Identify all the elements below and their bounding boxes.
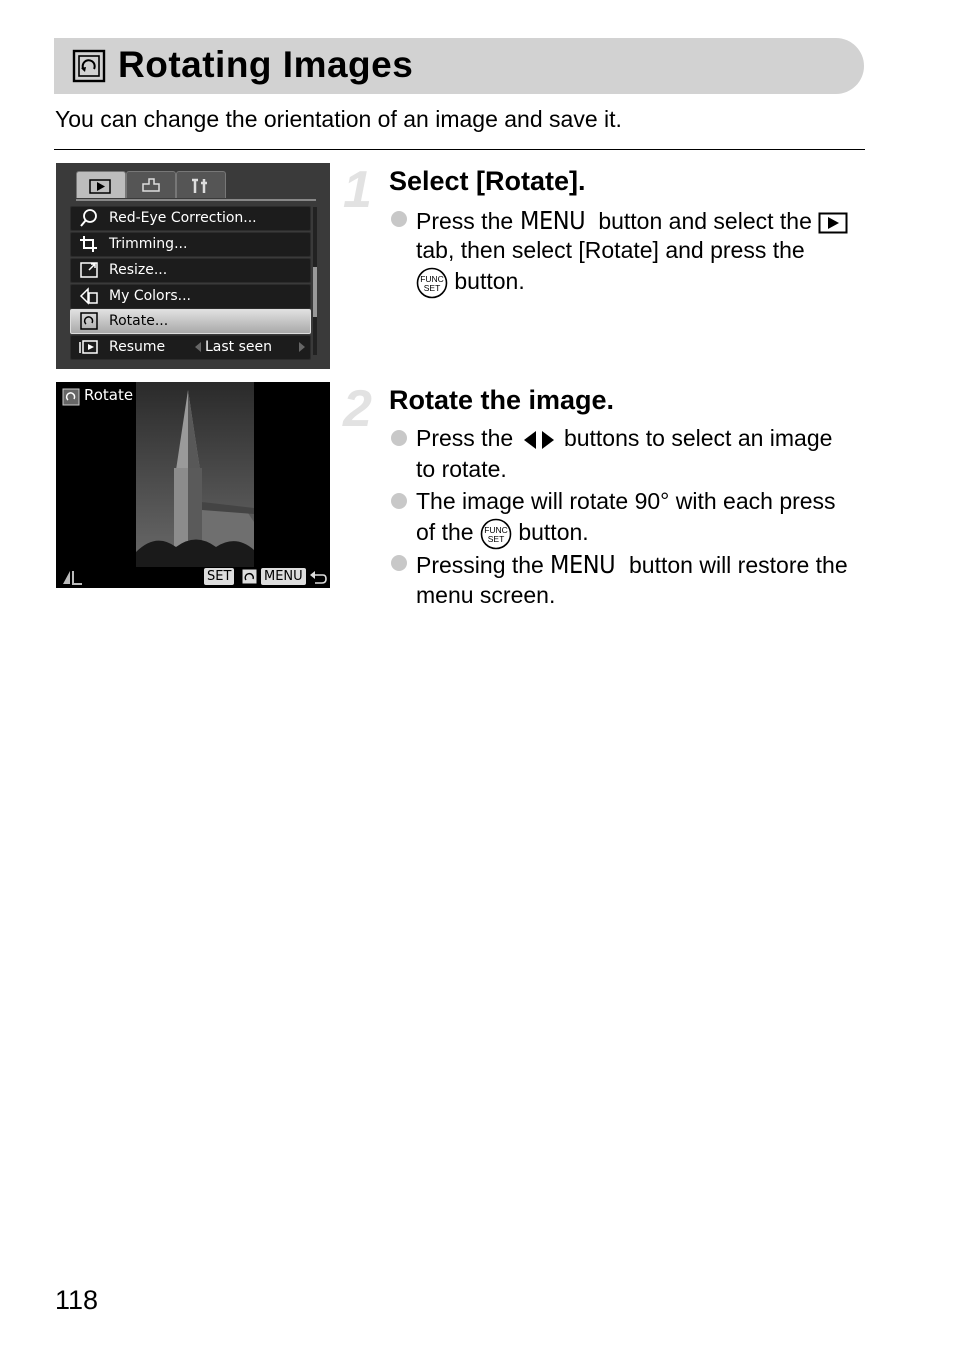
menu-item-label: Resume [109, 339, 166, 355]
rotate-screenshot [56, 382, 330, 588]
left-right-arrows-icon [520, 428, 558, 452]
step-2-bullet-3-line-2: menu screen. [416, 582, 556, 608]
trim-icon [79, 235, 99, 253]
step-1-line-1 [416, 206, 848, 235]
intro-text: You can change the orientation of an image and save it. [55, 106, 622, 132]
menu-item-label: Red-Eye Correction... [109, 210, 257, 226]
menu-item-my-colors [70, 284, 311, 309]
return-icon [309, 569, 327, 585]
tab-underline [76, 199, 316, 201]
step-1-line-3 [416, 267, 525, 299]
playback-tab [76, 171, 126, 198]
menu-item-label: Resize... [109, 262, 168, 278]
red-eye-icon [79, 209, 99, 227]
rotate-screen-title: Rotate [84, 386, 134, 404]
title-bar [54, 38, 864, 94]
menu-item-resume [70, 335, 311, 360]
arrow-right-icon [299, 342, 305, 352]
svg-text:SET: SET [487, 534, 505, 544]
my-colors-icon [79, 287, 99, 305]
menu-item-resize [70, 258, 311, 283]
rotate-icon [241, 568, 258, 585]
page-number: 118 [55, 1285, 99, 1315]
func-set-icon [416, 267, 448, 299]
step-2-bullet-1-line-1 [416, 425, 832, 452]
tools-icon [177, 172, 225, 198]
bullet [389, 553, 409, 573]
divider [54, 149, 865, 150]
menu-item-red-eye [70, 206, 311, 231]
step-2-number: 2 [343, 380, 372, 438]
text: button will restore the [629, 552, 848, 578]
playback-icon [77, 172, 125, 198]
step-2-bullet-2-line-1: The image will rotate 90° with each press [416, 488, 836, 514]
print-icon [127, 172, 175, 198]
menu-item-label: My Colors... [109, 288, 192, 304]
bullet [389, 209, 409, 229]
bullet [389, 428, 409, 448]
rotate-icon [62, 388, 80, 406]
step-1-line-2: tab, then select [Rotate] and press the [416, 237, 805, 263]
playback-icon [818, 211, 848, 235]
text: buttons to select an image [563, 425, 833, 451]
menu-tabs [76, 171, 313, 199]
print-tab [126, 171, 176, 198]
set-tag: SET [204, 568, 234, 585]
bullet [389, 491, 409, 511]
menu-item-value: Last seen [205, 339, 273, 355]
step-2-bullet-3-line-1 [416, 550, 848, 579]
menu-item-label: Trimming... [109, 236, 188, 252]
resize-icon [79, 261, 99, 279]
step-1-number: 1 [343, 161, 372, 219]
image-size-icon [62, 569, 84, 585]
menu-item-label: Rotate... [109, 313, 169, 329]
svg-text:SET: SET [423, 283, 441, 293]
func-set-icon [480, 518, 512, 550]
text: Press the [416, 208, 514, 234]
step-2-title: Rotate the image. [389, 385, 615, 415]
svg-text:FUNC: FUNC [420, 274, 444, 284]
text: Pressing the [416, 552, 544, 578]
arrow-left-icon [195, 342, 201, 352]
menu-button-label: MENU [550, 550, 616, 579]
text: button and select the [598, 208, 812, 234]
page-title: Rotating Images [118, 44, 414, 85]
menu-screenshot [56, 163, 330, 369]
menu-scrollbar-thumb [313, 267, 317, 317]
step-2-bullet-1-line-2: to rotate. [416, 456, 507, 482]
step-2-bullet-2-line-2 [416, 518, 589, 550]
rotate-icon [79, 312, 99, 330]
text: button. [454, 268, 525, 295]
text: of the [416, 519, 474, 546]
resume-icon [79, 338, 99, 356]
rotate-screen-footer [56, 566, 330, 588]
svg-text:FUNC: FUNC [484, 525, 508, 535]
text: Press the [416, 425, 514, 451]
menu-item-trimming [70, 232, 311, 257]
rotate-icon [72, 49, 106, 83]
menu-button-label: MENU [519, 206, 585, 235]
settings-tab [176, 171, 226, 198]
step-1-title: Select [Rotate]. [389, 166, 586, 196]
text: button. [518, 519, 589, 546]
church-photo [136, 382, 254, 567]
menu-tag: MENU [261, 568, 306, 585]
menu-item-rotate [70, 309, 311, 334]
